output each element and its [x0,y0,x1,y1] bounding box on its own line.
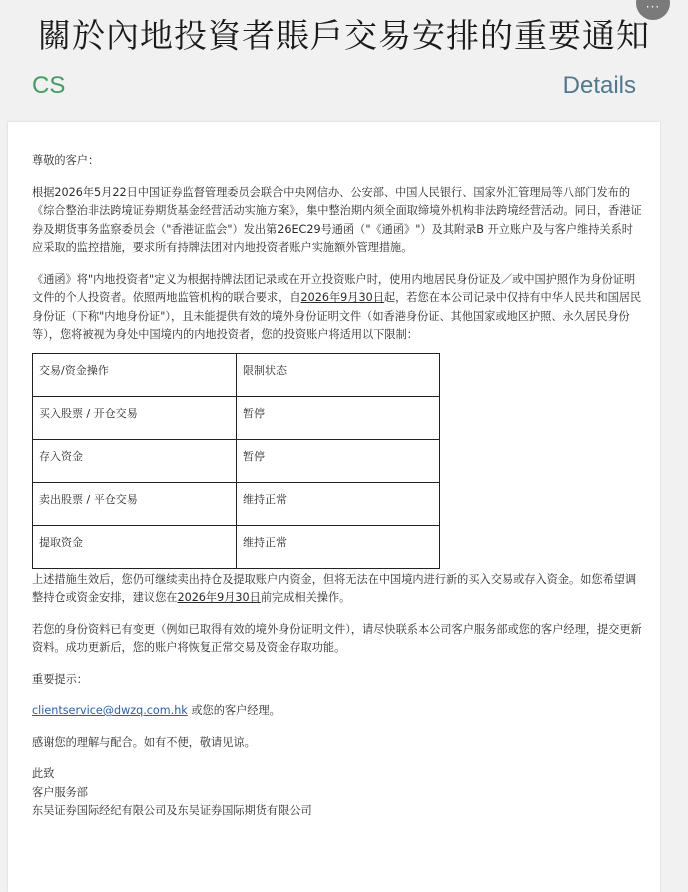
paragraph-after-effect-text-b: 前完成相关操作。 [260,591,351,604]
more-dots-icon: ··· [645,0,661,14]
table-header-row [33,353,440,396]
table-cell-operation: 买入股票 / 开仓交易 [33,396,237,439]
table-row [33,525,440,568]
table-cell-status: 维持正常 [237,525,440,568]
greeting: 尊敬的客户： [32,154,100,167]
table-cell-operation: 提取资金 [33,525,237,568]
paragraph-regulation: 根据2026年5月22日中国证券监督管理委员会联合中央网信办、公安部、中国人民银行、国家外汇管理局等八部门发布的《综合整治非法跨境证券期货基金经营活动实施方案》，集中整治期内须全面取缔境外机构非法跨境经营活动。同日，香港证券及期货事务监察委员会（"香港证监会"）发出第26EC29号通函（"《通函》"）及其附录B 开立账户及与客户维持关系时应采取的监控措施，要求所有持牌法团对内地投资者账户实施额外管理措施。 [32,185,642,254]
closing-line: 此致 [32,767,55,780]
email-body [32,152,644,821]
table-cell-status: 暂停 [237,396,440,439]
table-cell-operation: 卖出股票 / 平仓交易 [33,482,237,525]
paragraph-definition-text-a: 《通函》将"内地投资者"定义为根据持牌法团记录或在开立投资账户时，使用内地居民身份证及／或中国护照作为身份证明文件的个人投资者。依照两地监管机构的联合要求，自 [32,272,636,304]
signature-dept: 客户服务部 [32,785,88,799]
table-header-cell: 限制状态 [237,353,440,396]
effective-date: 2026年9月30日 [300,291,384,304]
restrictions-table [32,353,440,569]
table-row [33,482,440,525]
email-header [0,64,688,120]
paragraph-after-effect [32,571,644,608]
paragraph-after-effect-text-a: 上述措施生效后，您仍可继续卖出持仓及提取账户内资金，但将无法在中国境内进行新的买入交易或存入资金。如您希望调整持仓或资金安排，建议您在 [32,572,637,604]
signature-company: 东吴证券国际经纪有限公司及东吴证券国际期货有限公司 [32,804,312,817]
thanks-line: 感谢您的理解与配合。如有不便，敬请见谅。 [32,735,256,749]
details-link[interactable]: Details [562,72,636,99]
contact-line [32,702,644,721]
table-cell-status: 维持正常 [237,482,440,525]
email-link[interactable]: clientservice@dwzq.com.hk [32,704,188,717]
table-row [33,439,440,482]
email-body-card [8,122,660,892]
sender-name[interactable]: CS [32,72,66,99]
table-header-cell: 交易/资金操作 [33,353,237,396]
paragraph-definition-text-b: 起，若您在本公司记录中仅持有中华人民共和国居民身份证（下称"内地身份证"），且未能提供有效的境外身份证明文件（如香港身份证、其他国家或地区护照、永久居民身份等），您将被视为身处中国境内的内地投资者，您的投资账户将适用以下限制： [32,291,642,341]
important-notice-label: 重要提示： [32,672,88,686]
email-subject: 關於內地投資者賬戶交易安排的重要通知 [38,16,650,55]
paragraph-definition [32,271,644,345]
table-cell-operation: 存入资金 [33,439,237,482]
deadline-date: 2026年9月30日 [177,591,261,604]
contact-suffix: 或您的客户经理。 [191,704,281,717]
table-cell-status: 暂停 [237,439,440,482]
paragraph-update-info: 若您的身份资料已有变更（例如已取得有效的境外身份证明文件），请尽快联系本公司客户服务部或您的客户经理，提交更新资料。成功更新后，您的账户将恢复正常交易及资金存取功能。 [32,622,642,654]
table-row [33,396,440,439]
